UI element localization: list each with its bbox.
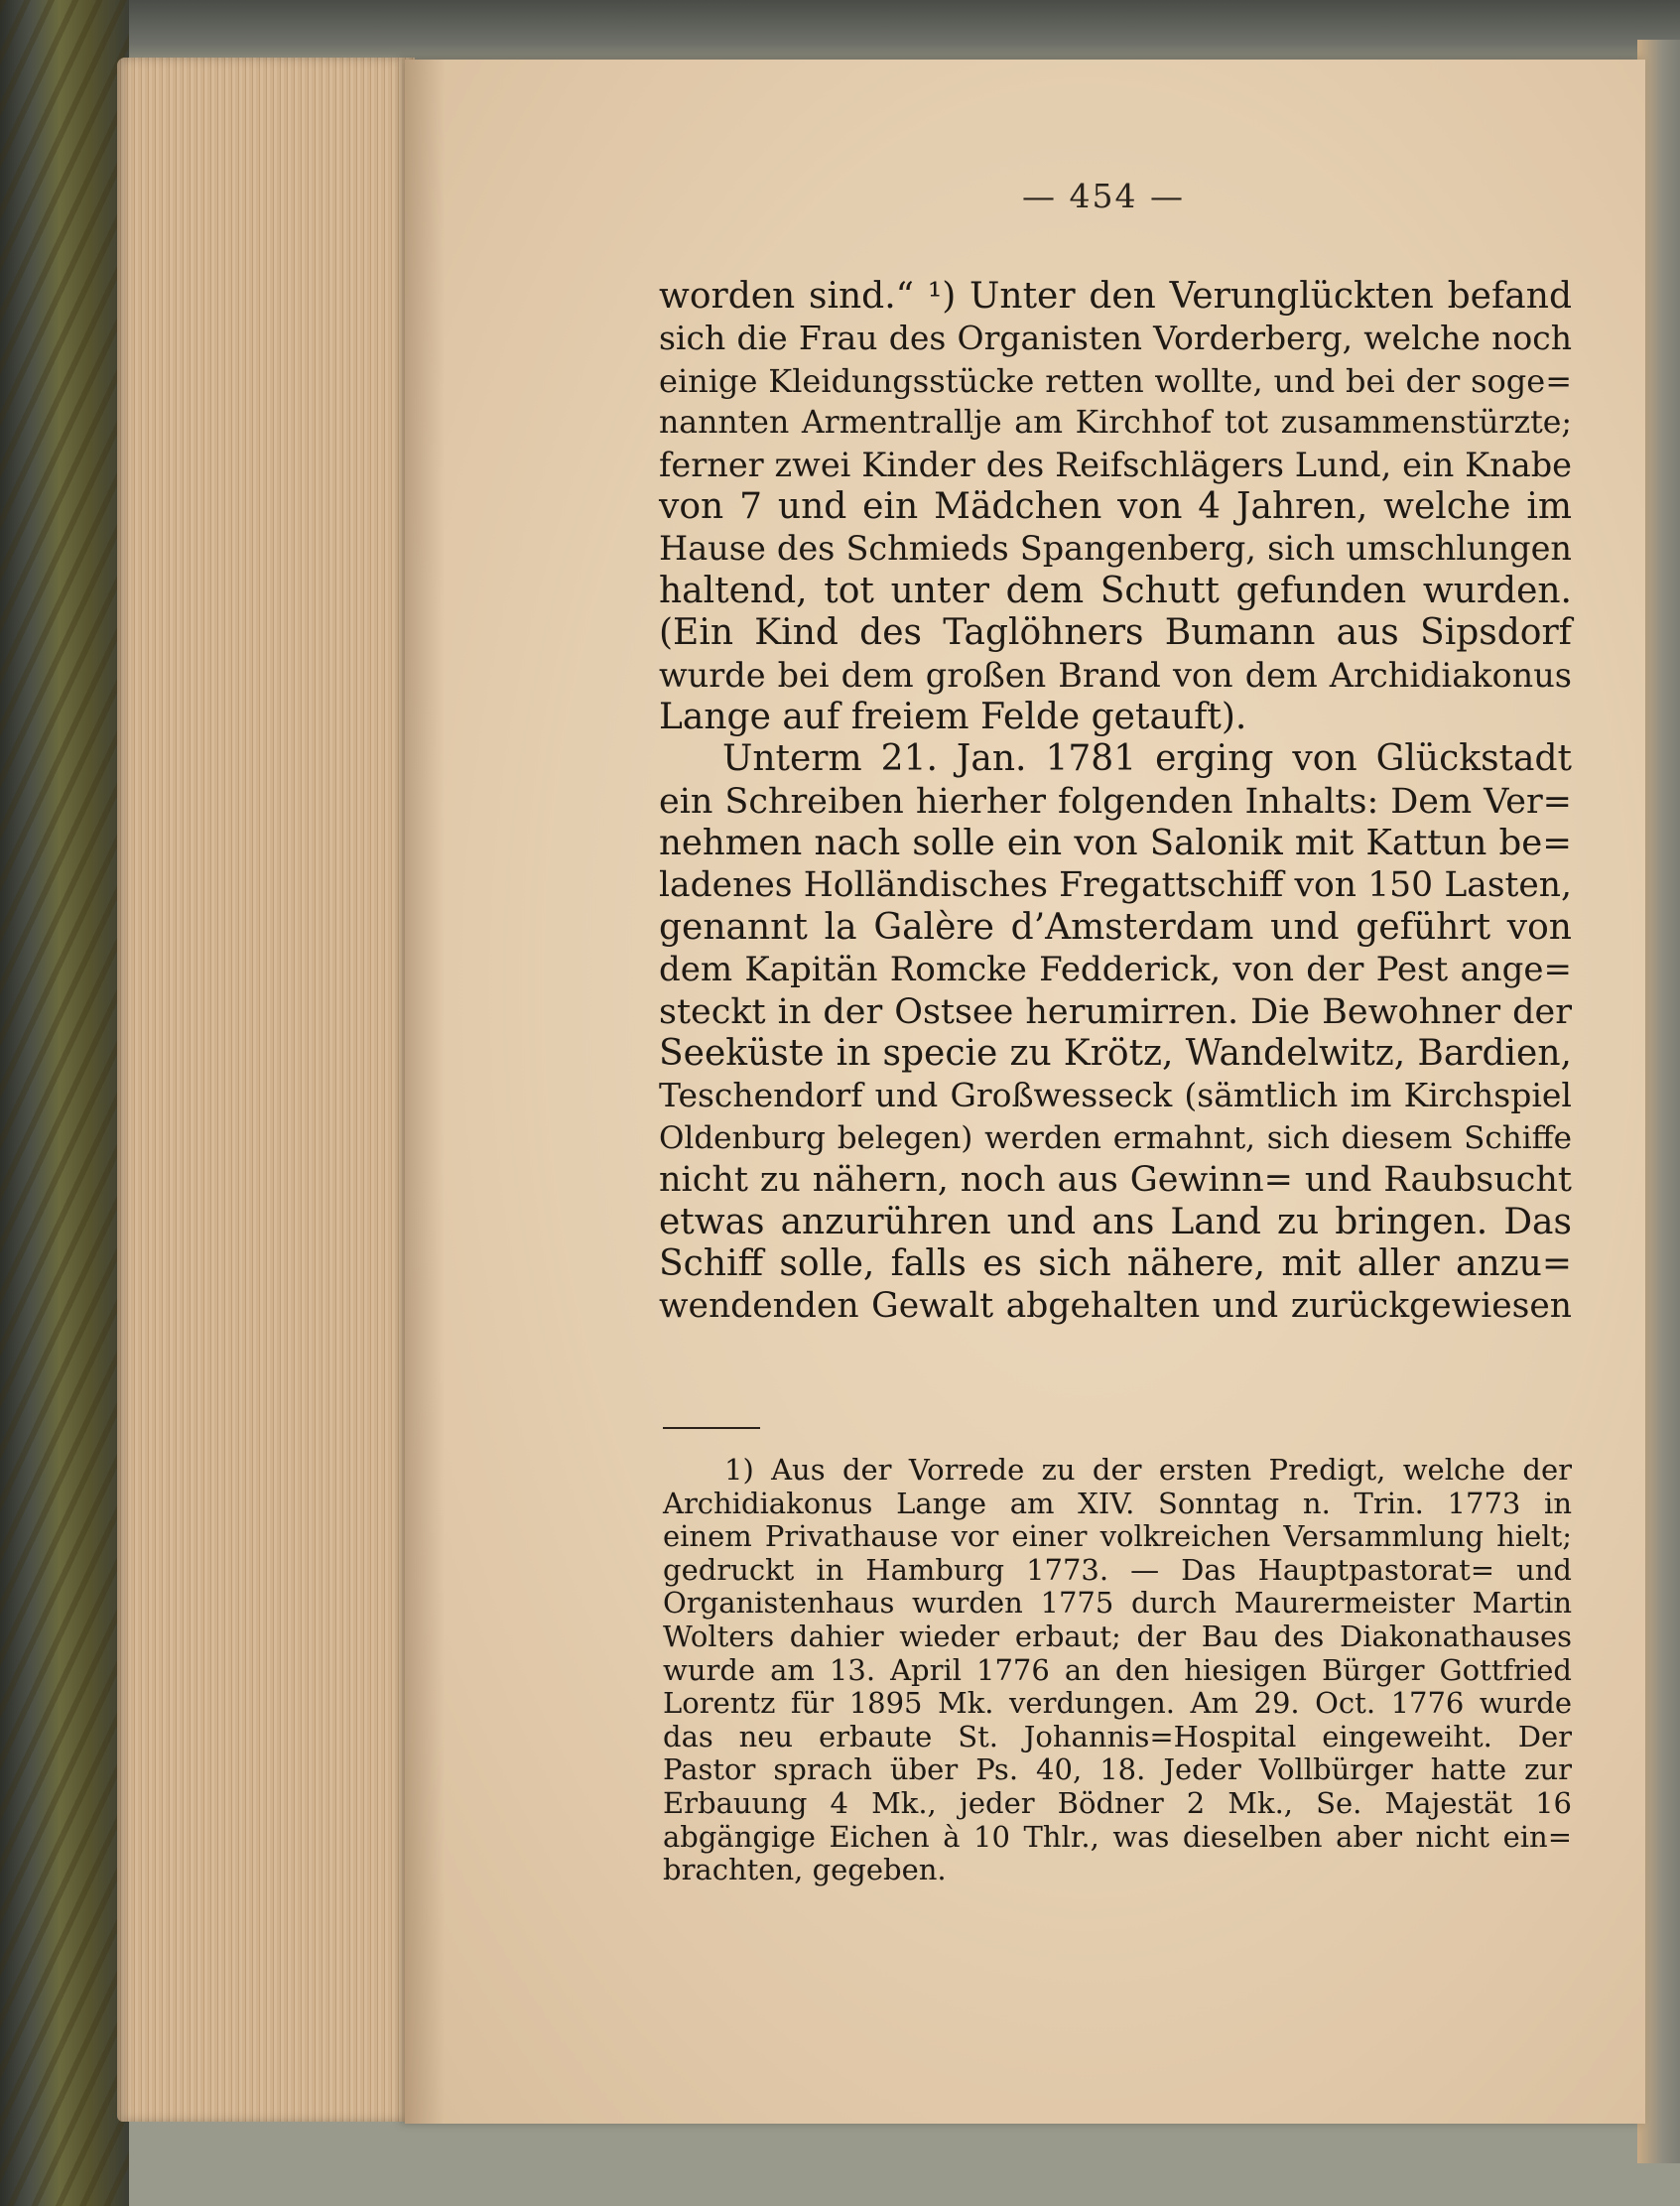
text-line: ferner zwei Kinder des Reifschlägers Lund, ein Knabe	[659, 445, 1572, 484]
text-line: ladenes Holländisches Fregattschiff von 150 Lasten,	[659, 865, 1572, 906]
gutter-shadow	[405, 60, 445, 2124]
text-line: Seeküste in specie zu Krötz, Wandelwitz, Bardien,	[659, 1033, 1572, 1075]
footnote-line: 1) Aus der Vorrede zu der ersten Predigt, welche der	[724, 1453, 1572, 1487]
text-line: wurde bei dem großen Brand von dem Archidiakonus	[659, 655, 1572, 695]
text-line: nicht zu nähern, noch aus Gewinn= und Raubsucht	[659, 1160, 1572, 1201]
footnote-line: Wolters dahier wieder erbaut; der Bau des Diakonathauses	[663, 1619, 1572, 1653]
text-line: Schiff solle, falls es sich nähere, mit aller anzu=	[659, 1242, 1572, 1284]
footnote-line: Pastor sprach über Ps. 40, 18. Jeder Vollbürger hatte zur	[663, 1752, 1572, 1787]
footnote-line: wurde am 13. April 1776 an den hiesigen Bürger Gottfried	[663, 1652, 1572, 1687]
text-line: genannt la Galère d’Amsterdam und geführt von	[659, 906, 1572, 948]
footnote-rule	[663, 1427, 760, 1429]
body-text	[659, 276, 1572, 1328]
footnote-line: abgängige Eichen à 10 Thlr., was dieselben aber nicht ein=	[663, 1819, 1572, 1854]
page-edges	[117, 58, 415, 2122]
text-line: haltend, tot unter dem Schutt gefunden wurden.	[659, 570, 1572, 611]
footnote-line: gedruckt in Hamburg 1773. — Das Hauptpastorat= und	[663, 1552, 1572, 1587]
text-line: Oldenburg belegen) werden ermahnt, sich diesem Schiffe	[659, 1119, 1572, 1156]
text-line: Teschendorf und Großwesseck (sämtlich im Kirchspiel	[659, 1076, 1572, 1115]
text-line: ein Schreiben hierher folgenden Inhalts: Dem Ver=	[659, 781, 1572, 822]
text-line: etwas anzurühren und ans Land zu bringen. Das	[659, 1201, 1572, 1242]
page-number: — 454 —	[1022, 177, 1185, 215]
book-cover-spine	[0, 0, 129, 2206]
text-line: Unterm 21. Jan. 1781 erging von Glückstadt	[722, 738, 1572, 780]
text-line: Hause des Schmieds Spangenberg, sich umschlungen	[659, 529, 1572, 569]
text-line: wendenden Gewalt abgehalten und zurückgewiesen	[659, 1286, 1572, 1327]
text-line: Lange auf freiem Felde getauft).	[659, 696, 1247, 737]
book-cover-top	[0, 0, 1680, 62]
text-line: nannten Armentrallje am Kirchhof tot zusammenstürzte;	[659, 405, 1572, 442]
text-line: dem Kapitän Romcke Fedderick, von der Pest ange=	[659, 950, 1572, 990]
footnote-line: das neu erbaute St. Johannis=Hospital eingeweiht. Der	[663, 1719, 1572, 1753]
footnote-line: brachten, gegeben.	[663, 1853, 947, 1887]
text-line: worden sind.“ ¹) Unter den Verunglückten befand	[659, 276, 1572, 317]
footnote-line: einem Privathause vor einer volkreichen Versammlung hielt;	[663, 1519, 1572, 1554]
text-line: einige Kleidungsstücke retten wollte, und bei der soge=	[659, 361, 1572, 400]
text-line: steckt in der Ostsee herumirren. Die Bewohner der	[659, 991, 1572, 1032]
text-line: von 7 und ein Mädchen von 4 Jahren, welche im	[659, 485, 1572, 527]
footnote-line: Organistenhaus wurden 1775 durch Maurermeister Martin	[663, 1586, 1572, 1621]
footnote-line: Lorentz für 1895 Mk. verdungen. Am 29. Oct. 1776 wurde	[663, 1686, 1572, 1721]
text-line: (Ein Kind des Taglöhners Bumann aus Sipsdorf	[659, 612, 1572, 654]
footnote	[663, 1454, 1572, 1887]
text-line: sich die Frau des Organisten Vorderberg, welche noch	[659, 319, 1572, 358]
footnote-line: Erbauung 4 Mk., jeder Bödner 2 Mk., Se. Majestät 16	[663, 1785, 1572, 1820]
footnote-line: Archidiakonus Lange am XIV. Sonntag n. Trin. 1773 in	[663, 1486, 1572, 1520]
text-line: nehmen nach solle ein von Salonik mit Kattun be=	[659, 823, 1572, 864]
